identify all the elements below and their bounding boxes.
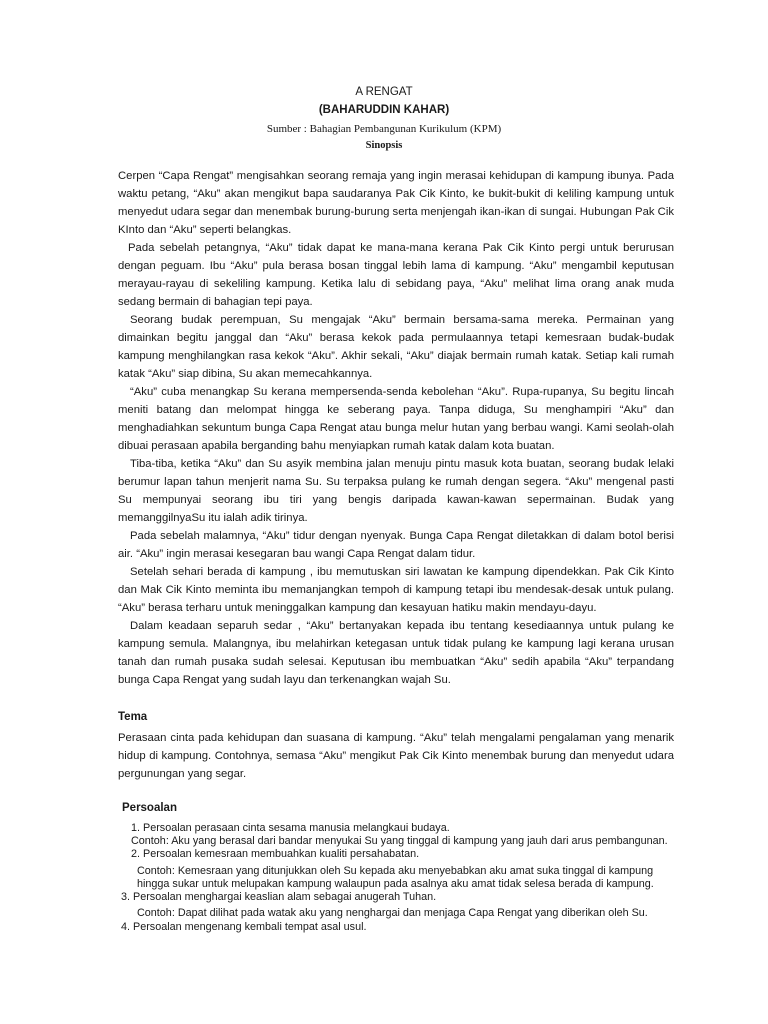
author-name: (BAHARUDDIN KAHAR) [318,104,450,116]
persoalan-example: Contoh: Kemesraan yang ditunjukkan oleh Su kepada aku menyebabkan aku amat suka tinggal di kampung hingga sukar untuk melupakan kampung walaupun pada asalnya aku amat tidak selesa berada di kampung. [137,865,654,890]
persoalan-item: 4. Persoalan mengenang kembali tempat asal usul. [121,921,367,933]
persoalan-item: 1. Persoalan perasaan cinta sesama manusia melangkaui budaya. [131,822,450,834]
persoalan-example: Contoh: Aku yang berasal dari bandar menyukai Su yang tinggal di kampung yang jauh dari arus pembangunan. [131,835,668,847]
synopsis-paragraph: Setelah sehari berada di kampung , ibu memutuskan siri lawatan ke kampung dipendekkan. Pak Cik Kinto dan Mak Cik Kinto meminta ibu memanjangkan tempoh di kampung tetapi ibu mendesak-desak untuk pulang. “Aku” berasa terharu untuk meninggalkan kampung dan kesayuan hatiku makin mendayu-dayu. [118,566,674,614]
persoalan-item: 3. Persoalan menghargai keaslian alam sebagai anugerah Tuhan. [121,891,437,903]
synopsis-paragraph: Seorang budak perempuan, Su mengajak “Aku” bermain bersama-sama mereka. Permainan yang dimainkan begitu janggal dan “Aku” berasa kekok pada permulaannya tetapi kemesraan budak-budak kampung menghilangkan rasa kekok “Aku”. Akhir sekali, “Aku” diajak bermain rumah katak. Setiap kali rumah katak “Aku” siap dibina, Su akan memecahkannya. [118,314,674,380]
story-title: A RENGAT [355,86,413,98]
synopsis-paragraph: Pada sebelah petangnya, “Aku” tidak dapat ke mana-mana kerana Pak Cik Kinto pergi untuk berurusan dengan peguam. Ibu “Aku” pula berasa bosan tinggal lebih lama di kampung. “Aku” mengambil keputusan merayau-rayau di sekeliling kampung. Ketika lalu di sebidang paya, “Aku” melihat lima orang anak muda sedang bermain di bahagian tepi paya. [118,242,674,308]
persoalan-example: Contoh: Dapat dilihat pada watak aku yang nenghargai dan menjaga Capa Rengat yang diberikan oleh Su. [137,907,648,919]
synopsis-paragraph: “Aku” cuba menangkap Su kerana mempersenda-senda kebolehan “Aku”. Rupa-rupanya, Su begitu lincah meniti batang dan melompat hingga ke seberang paya. Tanpa diduga, Su menghampiri “Aku” dan menghadiahkan sekuntum bunga Capa Rengat atau bunga melur hutan yang berbau wangi. Kami seolah-olah dibuai perasaan apabila berganding bahu menyiapkan rumah katak dalam kota buatan. [118,386,674,452]
source-line: Sumber : Bahagian Pembangunan Kurikulum (KPM) [266,123,502,135]
synopsis-paragraph: Tiba-tiba, ketika “Aku” dan Su asyik membina jalan menuju pintu masuk kota buatan, seorang budak lelaki berumur lapan tahun menjerit nama Su. Su terpaksa pulang ke rumah dengan segera. “Aku” mengenal pasti Su mempunyai seorang ibu tiri yang bengis daripada kawan-kawan sepermainan. Budak yang memanggilnyaSu itu ialah adik tirinya. [118,458,674,524]
tema-text: Perasaan cinta pada kehidupan dan suasana di kampung. “Aku” telah mengalami pengalaman yang menarik hidup di kampung. Contohnya, semasa “Aku” mengikut Pak Cik Kinto menembak burung dan menyedut udara pergunungan yang segar. [118,732,674,780]
section-heading-persoalan: Persoalan [122,802,177,814]
synopsis-paragraph: Dalam keadaan separuh sedar , “Aku” bertanyakan kepada ibu tentang kesediaannya untuk pulang ke kampung semula. Malangnya, ibu melahirkan ketegasan untuk tidak pulang ke kampung lagi kerana urusan tanah dan rumah pusaka sudah selesai. Keputusan ibu membuatkan “Aku” sedih apabila “Aku” terpandang bunga Capa Rengat yang sudah layu dan terkenangkan wajah Su. [118,620,674,686]
persoalan-item: 2. Persoalan kemesraan membuahkan kualiti persahabatan. [131,848,420,860]
synopsis-paragraph: Cerpen “Capa Rengat” mengisahkan seorang remaja yang ingin merasai kehidupan di kampung ibunya. Pada waktu petang, “Aku” akan mengikut bapa saudaranya Pak Cik Kinto, ke bukit-bukit di keliling kampung untuk menyedut udara segar dan menembak burung-burung serta menjengah ikan-ikan di sungai. Hubungan Pak Cik KInto dan “Aku” seperti belangkas. [118,170,674,236]
section-heading-sinopsis: Sinopsis [365,140,403,151]
section-heading-tema: Tema [118,711,148,723]
synopsis-paragraph: Pada sebelah malamnya, “Aku” tidur dengan nyenyak. Bunga Capa Rengat diletakkan di dalam botol berisi air. “Aku” ingin merasai kesegaran bau wangi Capa Rengat dalam tidur. [118,530,674,560]
